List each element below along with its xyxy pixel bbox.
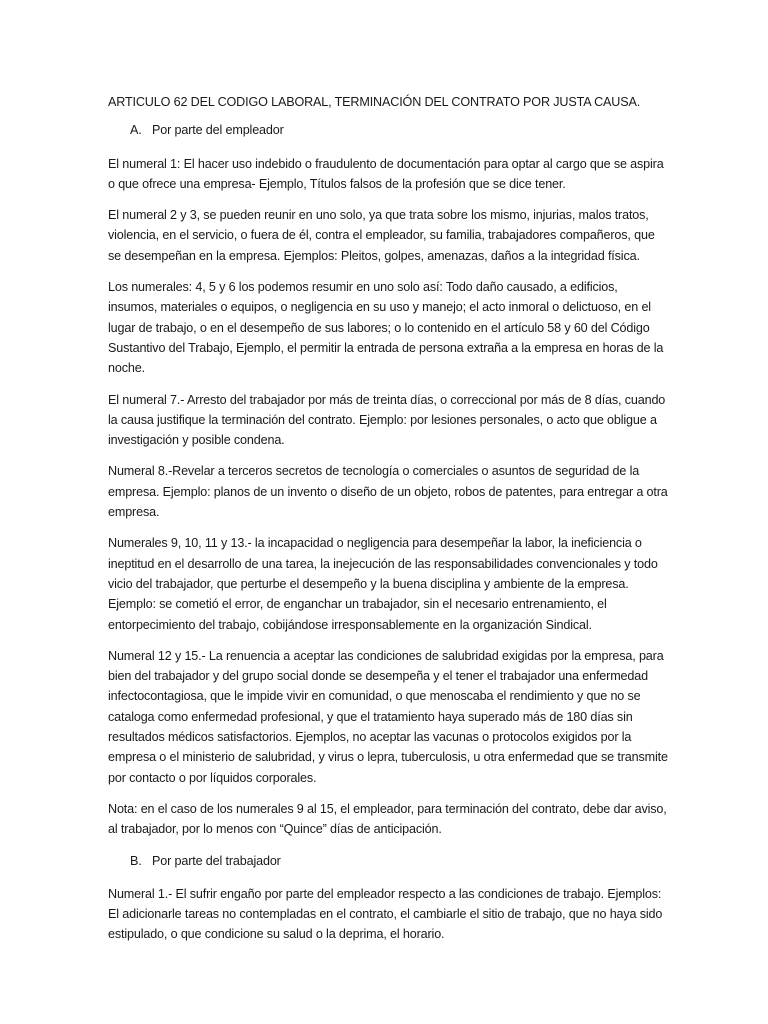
section-label-b: Por parte del trabajador: [152, 853, 281, 868]
paragraph-numeral-8: Numeral 8.-Revelar a terceros secretos de tecnología o comerciales o asuntos de seguridad de la empresa. Ejemplo: planos de un invento o diseño de un objeto, robos de patentes, para entregar a otra empresa.: [108, 464, 668, 520]
section-heading-a: [130, 120, 670, 140]
paragraph-numeral-1: El numeral 1: El hacer uso indebido o fraudulento de documentación para optar al cargo que se aspira o que ofrece una empresa- Ejemplo, Títulos falsos de la profesión que se dice tener.: [108, 156, 664, 191]
paragraph-nota: Nota: en el caso de los numerales 9 al 15, el empleador, para terminación del contrato, debe dar aviso, al trabajador, por lo menos con “Quince” días de anticipación.: [108, 801, 667, 837]
paragraph-numeral-2-3: El numeral 2 y 3, se pueden reunir en uno solo, ya que trata sobre los mismo, injurias, malos tratos, violencia, en el servicio, o fuera de él, contra el empleador, su familia, trabajadores compañeros, que se desempeñan en la empresa. Ejemplos: Pleitos, golpes, amenazas, daños a la integridad física.: [108, 208, 655, 263]
paragraph-numeral-12-15: Numeral 12 y 15.- La renuencia a aceptar las condiciones de salubridad exigidas por la empresa, para bien del trabajador y del grupo social donde se desempeña y el tener el trabajador una enfermedad infectocontagiosa, que le impide vivir en comunidad, o que menoscaba el rendimiento y que no se cataloga como enfermedad profesional, y que el tratamiento haya superado más de 180 días sin resultados médicos satisfactorios. Ejemplos, no aceptar las vacunas o protocolos exigidos por la empresa o el ministerio de salubridad, y virus o lepra, tuberculosis, u otra enfermedad que se transmite por contacto o por líquidos corporales.: [108, 648, 668, 785]
section-letter-a: A.: [130, 123, 142, 138]
document-title: ARTICULO 62 DEL CODIGO LABORAL, TERMINACIÓN DEL CONTRATO POR JUSTA CAUSA.: [108, 95, 641, 109]
section-heading-b: [130, 851, 670, 871]
section-letter-b: B.: [130, 853, 142, 868]
paragraph-numeral-7: El numeral 7.- Arresto del trabajador por más de treinta días, o correccional por más de 8 días, cuando la causa justifique la terminación del contrato. Ejemplo: por lesiones personales, o acto que obligue a investigación y posible condena.: [108, 392, 666, 448]
paragraph-trabajador-numeral-1: Numeral 1.- El sufrir engaño por parte del empleador respecto a las condiciones de trabajo. Ejemplos: El adicionarle tareas no contempladas en el contrato, el cambiarle el sitio de trabajo, que no haya sido estipulado, o que condicione su salud o la deprima, el horario.: [108, 886, 663, 942]
paragraph-numerales-4-5-6: Los numerales: 4, 5 y 6 los podemos resumir en uno solo así: Todo daño causado, a edificios, insumos, materiales o equipos, o negligencia en su uso y manejo; el acto inmoral o delictuoso, en el lugar de trabajo, o en el desempeño de sus labores; o lo contenido en el artículo 58 y 60 del Código Sustantivo del Trabajo, Ejemplo, el permitir la entrada de persona extraña a la empresa en horas de la noche.: [108, 280, 664, 376]
section-label-a: Por parte del empleador: [152, 123, 284, 138]
paragraph-numerales-9-13: Numerales 9, 10, 11 y 13.- la incapacidad o negligencia para desempeñar la labor, la ineficiencia o ineptitud en el desarrollo de una tarea, la inejecución de las responsabilidades convencionales y todo vicio del trabajador, que perturbe el desempeño y la buena disciplina y ambiente de la empresa. Ejemplo: se cometió el error, de enganchar un trabajador, sin el necesario entrenamiento, el entorpecimiento del trabajo, cobijándose irresponsablemente en la organización Sindical.: [108, 536, 658, 632]
document-page: [108, 92, 670, 956]
